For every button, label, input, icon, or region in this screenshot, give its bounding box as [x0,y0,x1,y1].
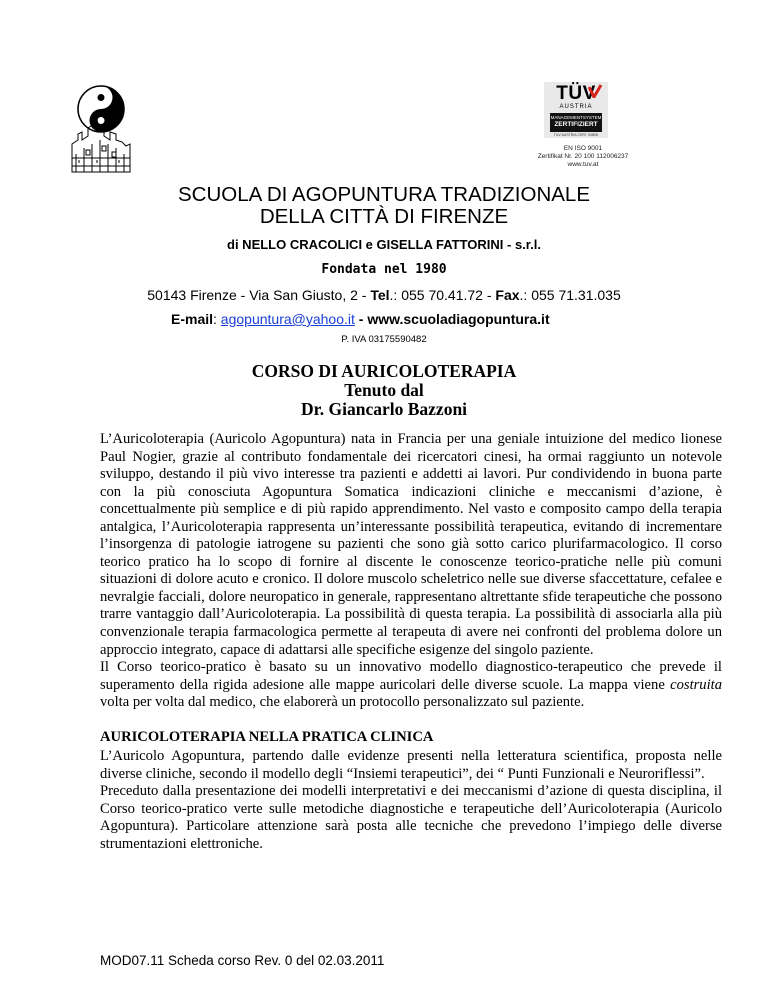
email-link[interactable]: agopuntura@yahoo.it [220,311,355,327]
tuv-website: www.tuv.at [567,161,599,168]
tuv-check-icon [588,84,602,98]
yin-yang-city-logo [66,84,136,176]
owners-line: di NELLO CRACOLICI e GISELLA FATTORINI - s.r.l. [227,237,541,252]
founded-line: Fondata nel 1980 [321,262,447,277]
email-separator: : [213,311,221,327]
address-line [0,287,768,304]
tuv-issuer: TÜV AUSTRIA CERT GMBH [553,133,599,137]
course-doctor: Dr. Giancarlo Bazzoni [300,399,468,419]
tuv-badge [544,82,608,138]
web-separator: - [354,311,368,327]
intro-p2-text-a: Il Corso teorico-pratico è basato su un innovativo modello diagnostico-terapeutico che prevede il superamento della rigida adesione alle mappe auricolari delle diverse scuole. La mappa viene [100,659,722,693]
tuv-country: AUSTRIA [559,104,593,110]
fax-value: .: 055 71.31.035 [519,287,621,303]
course-held-by: Tenuto dal [344,380,424,400]
intro-section [100,431,722,712]
intro-p2-emphasis: costruita [670,676,722,693]
fax-label: Fax [495,287,520,303]
school-logo [66,84,136,176]
contact-line [171,311,550,328]
vat-number: P. IVA 03175590482 [341,334,427,345]
tuv-certified: ZERTIFIZIERT [554,121,598,128]
clinical-paragraph-1: L’Auricolo Agopuntura, partendo dalle evidenze presenti nella letteratura scientifica, proposta nelle diverse cliniche, secondo il modello degli “Insiemi terapeutici”, dei “ Punti Funzionali e Neuroriflessi”. [100,748,722,782]
intro-p2-text-b: volta per volta dal medico, che elaborerà un protocollo personalizzato sul paziente. [100,694,585,711]
website-link[interactable]: www.scuoladiagopuntura.it [367,311,550,327]
section-heading: AURICOLOTERAPIA NELLA PRATICA CLINICA [100,729,434,745]
intro-paragraph-2 [100,659,722,712]
tuv-system: MANAGEMENTSYSTEM [550,115,602,120]
school-name-line1: SCUOLA DI AGOPUNTURA TRADIZIONALE [178,183,590,206]
school-name-line2: DELLA CITTÀ DI FIRENZE [259,205,509,228]
tuv-certification [518,82,648,177]
tuv-standard: EN ISO 9001 [563,145,603,152]
tuv-brand: TÜV [556,83,596,104]
clinical-paragraph-2: Preceduto dalla presentazione dei modelli interpretativi e dei meccanismi d’azione di questa disciplina, il Corso teorico-pratico verte sulle metodiche diagnostiche e terapeutiche dell’Auricoloterapia (Auricolo Agopuntura). Particolare attenzione sarà posta alle tecniche che prevedono l’impiego delle diverse strumentazioni elettroniche. [100,783,722,852]
tuv-cert-number: Zertifikat Nr. 20 100 112006237 [537,153,629,160]
address-text: 50143 Firenze - Via San Giusto, 2 - [147,287,371,303]
clinical-section [100,748,722,853]
tel-value: .: 055 70.41.72 - [389,287,496,303]
document-code: MOD07.11 Scheda corso Rev. 0 del 02.03.2011 [100,953,385,968]
intro-paragraph-1: L’Auricoloterapia (Auricolo Agopuntura) nata in Francia per una geniale intuizione del medico lionese Paul Nogier, grazie al contributo fondamentale dei ricercatori cinesi, ha ormai raggiunto un notevole sviluppo, destando il più vivo interesse tra pazienti e addetti ai lavori. Pur condividendo in buona parte con la più conosciuta Agopuntura Somatica indicazioni cliniche e meccanismi d’azione, è concettualmente più semplice e di più rapido apprendimento. Nel vasto e composito campo della terapia antalgica, l’Auricoloterapia rappresenta un’interessante possibilità terapeutica, evitando di incrementare l’insorgenza di patologie iatrogene su pazienti che sono già sotto carico plurifarmacologico. Il corso teorico pratico ha lo scopo di fornire al discente le conoscenze teorico-pratiche nelle più comuni situazioni di dolore acuto e cronico. Il dolore muscolo scheletrico nelle sue diverse sfaccettature, cefalee e nevralgie facciali, dolore neuropatico in generale, rappresentano altrettante sfide terapeutiche che possono trarre vantaggio dall’Auricoloterapia. La possibilità di questa terapia. La possibilità di associarla alla più convenzionale terapia farmacologica permette al terapeuta di avere nei confronti del problema dolore un approccio integrato, capace di adattarsi alle specifiche esigenze del singolo paziente. [100,431,722,658]
email-label: E-mail [171,311,214,327]
course-title: CORSO DI AURICOLOTERAPIA [251,361,517,381]
tel-label: Tel [370,287,390,303]
